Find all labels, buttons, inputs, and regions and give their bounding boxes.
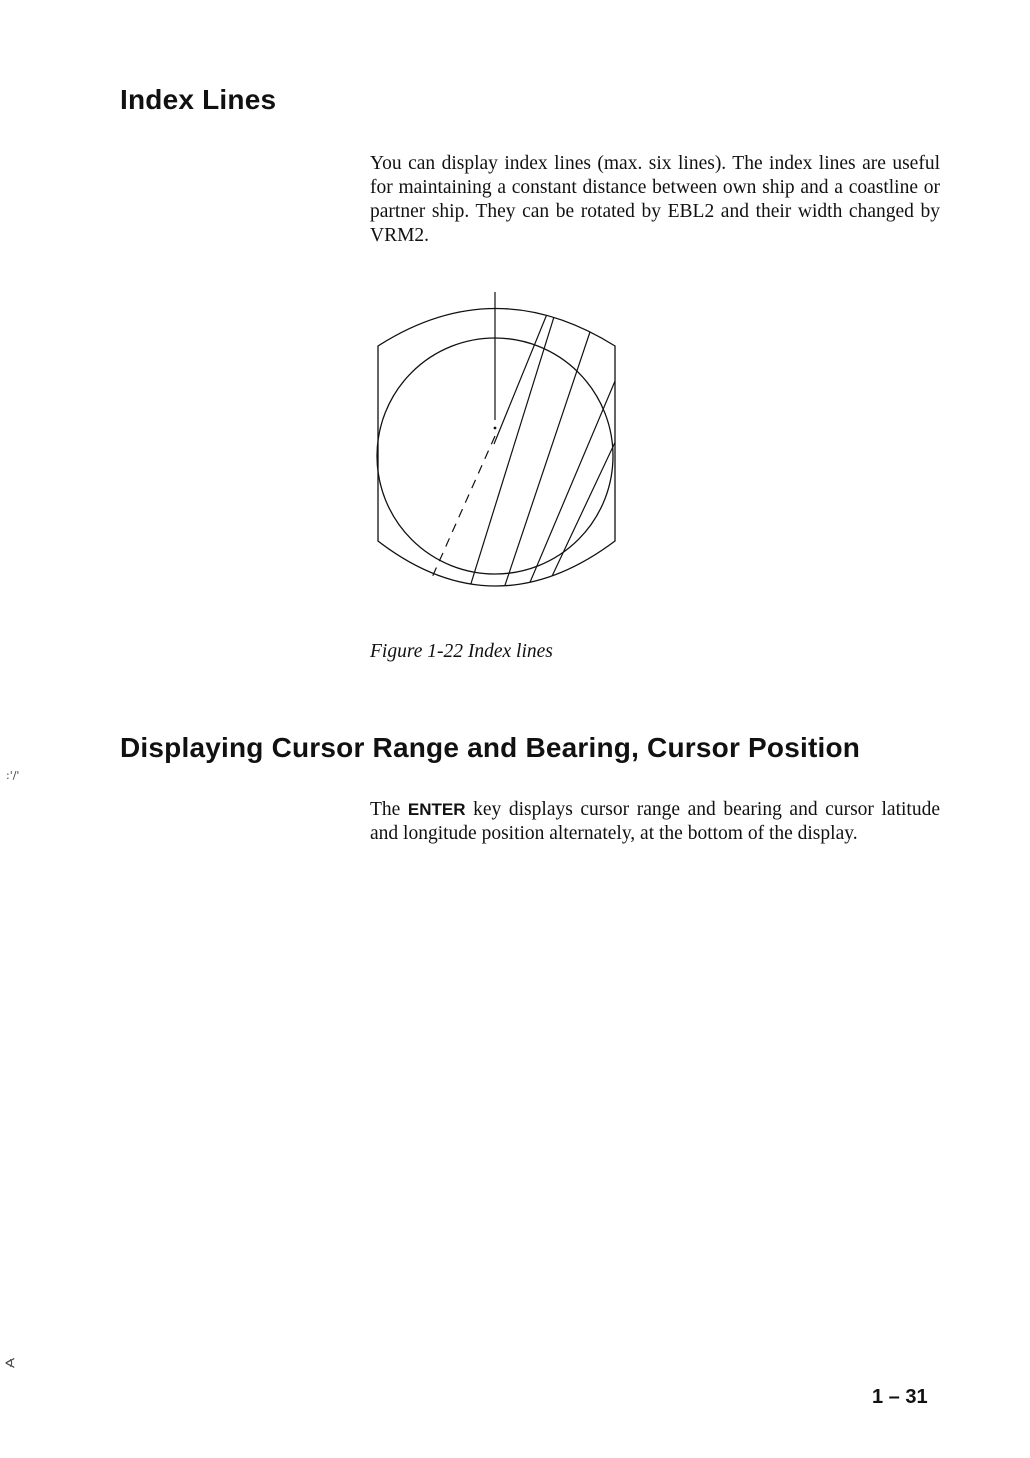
- index-lines-figure: [370, 286, 630, 606]
- margin-scribble-mark: :'/': [6, 769, 20, 782]
- index-line-1: [464, 304, 558, 606]
- section-title-index-lines: Index Lines: [120, 84, 277, 115]
- display-screen-outline: [378, 309, 615, 587]
- cursor-range-text-before: The: [370, 799, 408, 820]
- figure-caption: Figure 1-22 Index lines: [370, 641, 553, 662]
- page-number: 1 – 31: [872, 1386, 928, 1408]
- index-line-4: [538, 436, 618, 606]
- cursor-range-paragraph: [370, 798, 940, 846]
- ebl2-dashed-line: [430, 436, 495, 582]
- own-ship-dot: [494, 427, 497, 430]
- index-line-6: [476, 436, 496, 606]
- enter-key-label: ENTER: [407, 800, 466, 819]
- margin-arrow-mark: ∢: [4, 1356, 16, 1372]
- section-title-cursor-range: Displaying Cursor Range and Bearing, Cursor Position: [120, 732, 861, 763]
- index-line-3: [520, 374, 618, 606]
- index-lines-text: You can display index lines (max. six lines). The index lines are useful for maintaining a constant distance between own ship and a coastline or partner ship. They can be rotated by EBL2 and their width changed by VRM2.: [370, 153, 940, 246]
- index-lines-paragraph: [370, 152, 940, 248]
- cursor-range-text-after: key displays cursor range and bearing and cursor latitude and longitude position alternately, at the bottom of the display.: [370, 799, 940, 844]
